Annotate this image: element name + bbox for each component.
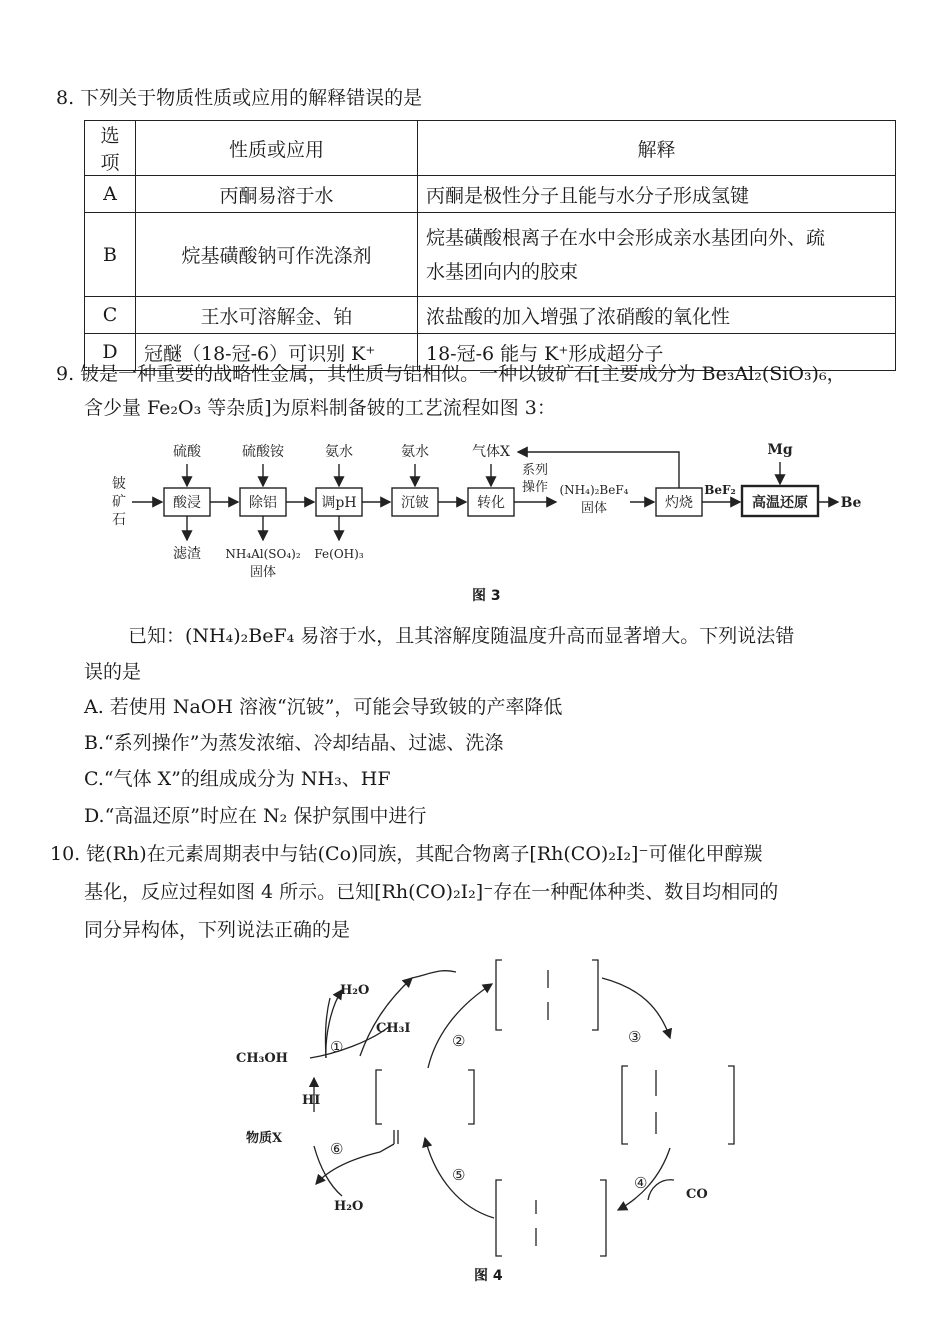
output-label: 滤渣	[173, 546, 201, 562]
q9-known-line1: 已知：(NH₄)₂BeF₄ 易溶于水，且其溶解度随温度升高而显著增大。下列说法错	[128, 625, 795, 647]
ore-label-2: 矿	[112, 494, 126, 510]
table-cell: D	[85, 334, 136, 371]
table-cell: 18-冠-6 能与 K⁺形成超分子	[418, 334, 896, 371]
table-cell: A	[85, 176, 136, 213]
cell-line: 烷基磺酸根离子在水中会形成亲水基团向外、疏	[426, 226, 826, 249]
step-label: ⑥	[330, 1140, 344, 1158]
catalytic-cycle-diagram	[230, 948, 750, 1268]
q9-option-d: D.“高温还原”时应在 N₂ 保护氛围中进行	[84, 805, 427, 827]
step-box-label: 酸浸	[173, 495, 201, 511]
q8-stem: 8. 下列关于物质性质或应用的解释错误的是	[56, 87, 423, 109]
ch3oh-label: CH₃OH	[236, 1051, 288, 1066]
table-header: 解释	[418, 121, 896, 176]
table-cell: 王水可溶解金、铂	[136, 297, 418, 334]
hi-label: HI	[302, 1093, 321, 1108]
step-box-label: 除铝	[249, 495, 277, 511]
step-box-label: 调pH	[321, 495, 357, 511]
table-cell: B	[85, 213, 136, 297]
input-label: 硫酸铵	[242, 444, 284, 460]
step-box-label: 高温还原	[752, 495, 808, 511]
cell-line: 水基团向内的胶束	[426, 260, 579, 283]
table-row	[85, 297, 896, 334]
mid-product-label: 固体	[580, 501, 608, 516]
step-label: ①	[330, 1038, 344, 1056]
input-label: 氨水	[401, 444, 429, 460]
q10-line3: 同分异构体，下列说法正确的是	[84, 919, 351, 941]
ore-label-1: 铍	[112, 476, 126, 492]
input-label: 硫酸	[173, 444, 201, 460]
q9-known-line2: 误的是	[84, 661, 142, 683]
table-header-row	[85, 121, 896, 176]
step-box-label: 转化	[477, 495, 505, 511]
step-box-label: 灼烧	[665, 495, 693, 511]
q9-option-a: A. 若使用 NaOH 溶液“沉铍”，可能会导致铍的产率降低	[84, 696, 563, 718]
table-cell: 浓盐酸的加入增强了浓硝酸的氧化性	[418, 297, 896, 334]
input-label: Mg	[767, 442, 793, 458]
figure-3-caption: 图 3	[472, 588, 501, 604]
product-label: Be	[840, 495, 862, 511]
table-header: 选项	[85, 121, 136, 176]
substance-x-label: 物质X	[246, 1131, 283, 1146]
gas-x-label: 气体X	[472, 444, 510, 460]
step-label: ④	[634, 1174, 648, 1192]
table-cell: 冠醚（18-冠-6）可识别 K⁺	[136, 334, 418, 371]
table-cell: 丙酮是极性分子且能与水分子形成氢键	[418, 176, 896, 213]
q10-line2: 基化，反应过程如图 4 所示。已知[Rh(CO)₂I₂]⁻存在一种配体种类、数目均相同的	[84, 881, 779, 903]
table-cell: C	[85, 297, 136, 334]
q8-table	[84, 120, 896, 371]
q9-option-c: C.“气体 X”的组成成分为 NH₃、HF	[84, 768, 391, 790]
step-box-label: 沉铍	[401, 495, 429, 511]
input-label: 氨水	[325, 444, 353, 460]
mid-product-label: (NH₄)₂BeF₄	[559, 483, 629, 497]
h2o-bottom-label: H₂O	[334, 1199, 364, 1214]
flow-diagram	[100, 436, 880, 606]
step-label: ⑤	[452, 1166, 466, 1184]
table-header: 性质或应用	[136, 121, 418, 176]
step-label: ②	[452, 1032, 466, 1050]
table-cell	[418, 213, 896, 297]
bef2-label: BeF₂	[704, 483, 736, 497]
series-op-label: 系列	[521, 463, 549, 478]
table-row	[85, 213, 896, 297]
table-cell: 丙酮易溶于水	[136, 176, 418, 213]
table-row	[85, 176, 896, 213]
figure-4-caption: 图 4	[474, 1268, 503, 1284]
output-label: NH₄Al(SO₄)₂	[225, 547, 301, 561]
ch3i-label: CH₃I	[376, 1021, 411, 1036]
ore-label-3: 石	[112, 512, 126, 528]
output-label: 固体	[249, 565, 277, 580]
q9-line1: 9. 铍是一种重要的战略性金属，其性质与铝相似。一种以铍矿石[主要成分为 Be₃Al₂(SiO₃)₆，	[56, 363, 846, 385]
q9-line2: 含少量 Fe₂O₃ 等杂质]为原料制备铍的工艺流程如图 3：	[84, 397, 556, 419]
q10-line1: 10. 铑(Rh)在元素周期表中与钴(Co)同族，其配合物离子[Rh(CO)₂I₂]⁻可催化甲醇羰	[50, 843, 763, 865]
series-op-label: 操作	[521, 480, 549, 495]
table-cell: 烷基磺酸钠可作洗涤剂	[136, 213, 418, 297]
co-in-label: CO	[686, 1187, 708, 1202]
step-label: ③	[628, 1028, 642, 1046]
h2o-top-label: H₂O	[340, 983, 370, 998]
output-label: Fe(OH)₃	[314, 547, 364, 561]
q9-option-b: B.“系列操作”为蒸发浓缩、冷却结晶、过滤、洗涤	[84, 732, 504, 754]
